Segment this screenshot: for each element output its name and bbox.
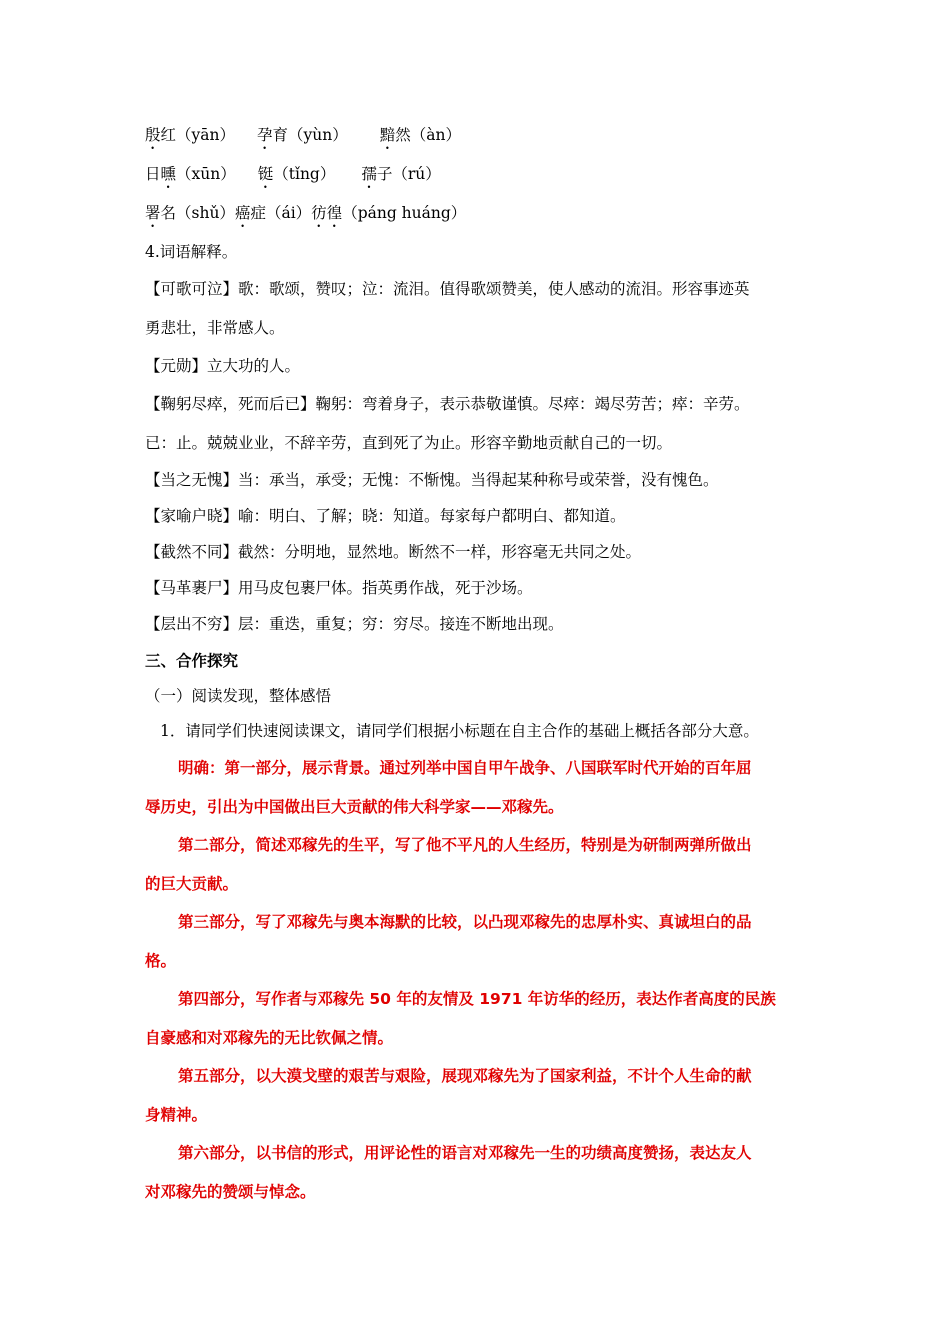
dotted-char: 癌 bbox=[234, 204, 251, 222]
dotted-char: 署 bbox=[145, 204, 161, 222]
pinyin-text: 名（shǔ） bbox=[160, 204, 235, 222]
answer-line: 身精神。 bbox=[145, 1106, 208, 1124]
pinyin-text: 育（yùn） bbox=[272, 126, 348, 144]
pinyin-row-1 bbox=[145, 125, 461, 153]
answer-line: 对邓稼先的赞颂与悼念。 bbox=[145, 1183, 316, 1201]
answer-line: 格。 bbox=[145, 952, 177, 970]
vocab-line: 【截然不同】截然：分明地，显然地。断然不一样，形容毫无共同之处。 bbox=[145, 543, 642, 561]
pinyin-text: 然（àn） bbox=[395, 126, 461, 144]
dotted-char: 徨 bbox=[326, 204, 343, 222]
pinyin-text: （xūn） bbox=[176, 165, 236, 183]
vocab-line: 已：止。兢兢业业，不辞辛劳，直到死了为止。形容辛勤地贡献自己的一切。 bbox=[145, 434, 673, 452]
pinyin-text: 子（rú） bbox=[376, 165, 441, 183]
answer-line: 的巨大贡献。 bbox=[145, 875, 239, 893]
answer-line: 第四部分，写作者与邓稼先 50 年的友情及 1971 年访华的经历，表达作者高度的民族 bbox=[178, 990, 776, 1008]
vocab-line: 【可歌可泣】歌：歌颂，赞叹；泣：流泪。值得歌颂赞美，使人感动的流泪。形容事迹英 bbox=[145, 280, 750, 298]
dotted-char: 孺 bbox=[361, 165, 377, 183]
answer-line: 辱历史，引出为中国做出巨大贡献的伟大科学家——邓稼先。 bbox=[145, 798, 564, 816]
vocab-line: 【元勋】立大功的人。 bbox=[145, 357, 301, 375]
dotted-char: 黯 bbox=[379, 126, 396, 144]
pinyin-text: （tǐng） bbox=[273, 165, 336, 183]
dotted-char: 殷 bbox=[145, 126, 161, 144]
vocab-line: 【鞠躬尽瘁，死而后已】鞠躬：弯着身子，表示恭敬谨慎。尽瘁：竭尽劳苦；瘁：辛劳。 bbox=[145, 395, 750, 413]
vocab-line: 【层出不穷】层：重迭，重复；穷：穷尽。接连不断地出现。 bbox=[145, 615, 564, 633]
section-subtitle: （一）阅读发现，整体感悟 bbox=[145, 687, 332, 705]
answer-line: 第三部分，写了邓稼先与奥本海默的比较，以凸现邓稼先的忠厚朴实、真诚坦白的品 bbox=[178, 913, 752, 931]
answer-line: 第六部分，以书信的形式，用评论性的语言对邓稼先一生的功绩高度赞扬，表达友人 bbox=[178, 1144, 752, 1162]
question-text: 1．请同学们快速阅读课文，请同学们根据小标题在自主合作的基础上概括各部分大意。 bbox=[160, 722, 759, 740]
pinyin-text: （páng huáng） bbox=[342, 204, 467, 222]
vocab-heading: 4.词语解释。 bbox=[145, 243, 238, 261]
dotted-char: 彷 bbox=[311, 204, 327, 222]
pinyin-text: 症（ái） bbox=[250, 204, 312, 222]
pinyin-text: 红（yān） bbox=[160, 126, 235, 144]
vocab-line: 【当之无愧】当：承当，承受；无愧：不惭愧。当得起某种称号或荣誉，没有愧色。 bbox=[145, 471, 719, 489]
dotted-char: 曛 bbox=[160, 165, 177, 183]
pinyin-row-2 bbox=[145, 164, 441, 192]
pinyin-text: 日 bbox=[145, 165, 161, 183]
pinyin-row-3 bbox=[145, 203, 466, 231]
answer-line: 第五部分，以大漠戈壁的艰苦与艰险，展现邓稼先为了国家利益，不计个人生命的献 bbox=[178, 1067, 752, 1085]
dotted-char: 孕 bbox=[257, 126, 273, 144]
section-title: 三、合作探究 bbox=[145, 652, 239, 670]
vocab-line: 勇悲壮，非常感人。 bbox=[145, 319, 285, 337]
answer-line: 自豪感和对邓稼先的无比钦佩之情。 bbox=[145, 1029, 394, 1047]
dotted-char: 铤 bbox=[257, 165, 274, 183]
answer-line: 明确：第一部分，展示背景。通过列举中国自甲午战争、八国联军时代开始的百年屈 bbox=[178, 759, 752, 777]
answer-line: 第二部分，简述邓稼先的生平，写了他不平凡的人生经历，特别是为研制两弹所做出 bbox=[178, 836, 752, 854]
vocab-line: 【马革裹尸】用马皮包裹尸体。指英勇作战，死于沙场。 bbox=[145, 579, 533, 597]
vocab-line: 【家喻户晓】喻：明白、了解；晓：知道。每家每户都明白、都知道。 bbox=[145, 507, 626, 525]
